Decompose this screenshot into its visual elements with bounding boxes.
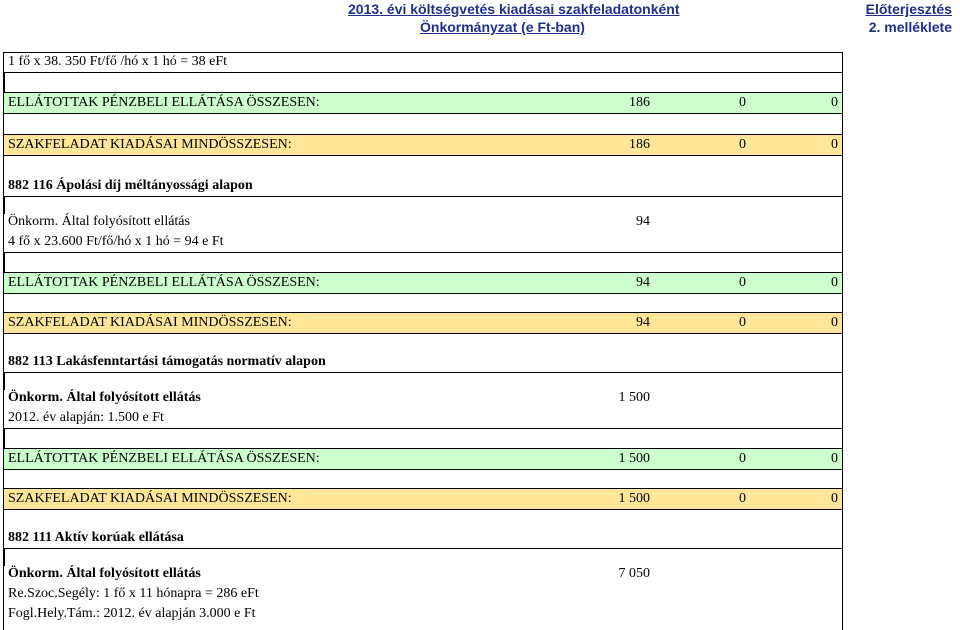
report-title: 2013. évi költségvetés kiadásai szakfeladatonként: [348, 1, 680, 17]
section-title: [4, 352, 842, 372]
value-col2: 0: [739, 315, 746, 330]
section-title-text: 882 111 Aktív korúak ellátása: [8, 530, 184, 545]
value-col2: 0: [739, 491, 746, 506]
row-text: SZAKFELADAT KIADÁSAI MINDÖSSZESEN:: [8, 137, 292, 152]
task-total-row: [4, 312, 842, 334]
note-row: [4, 52, 842, 72]
note-row: [4, 584, 842, 604]
annex-label: 2. melléklete: [868, 19, 952, 35]
row-text: ELLÁTOTTAK PÉNZBELI ELLÁTÁSA ÖSSZESEN:: [8, 275, 320, 290]
report-subtitle: Önkormányzat (e Ft-ban): [420, 19, 585, 35]
allocation-row: [4, 564, 842, 584]
row-text: Önkorm. Által folyósított ellátás: [8, 566, 201, 581]
row-text: ELLÁTOTTAK PÉNZBELI ELLÁTÁSA ÖSSZESEN:: [8, 95, 320, 110]
grid-line: [4, 252, 842, 253]
grid-line: [4, 372, 842, 373]
task-total-row: [4, 134, 842, 156]
note-row: [4, 232, 842, 252]
value-col3: 0: [831, 451, 838, 466]
value-col1: 94: [636, 214, 650, 229]
value-col1: 1 500: [618, 451, 650, 466]
value-col2: 0: [739, 451, 746, 466]
row-text: 4 fő x 23.600 Ft/fő/hó x 1 hó = 94 e Ft: [8, 234, 224, 249]
note-row: [4, 604, 842, 624]
grid-line: [4, 428, 842, 429]
row-text: Fogl.Hely.Tám.: 2012. év alapján 3.000 e Ft: [8, 606, 256, 621]
value-col3: 0: [831, 491, 838, 506]
grid-tick: [4, 72, 5, 92]
value-col1: 7 050: [618, 566, 650, 581]
section-title-text: 882 113 Lakásfenntartási támogatás normatív alapon: [8, 354, 326, 369]
row-text: Re.Szoc.Segély: 1 fő x 11 hónapra = 286 eFt: [8, 586, 259, 601]
section-title: [4, 528, 842, 548]
grid-tick: [4, 252, 5, 272]
proposal-label: Előterjesztés: [865, 1, 952, 17]
value-col1: 186: [629, 95, 650, 110]
row-text: 1 fő x 38. 350 Ft/fő /hó x 1 hó = 38 eFt: [8, 54, 228, 69]
grid-line: [4, 196, 842, 197]
section-title: [4, 176, 842, 196]
value-col1: 186: [629, 137, 650, 152]
row-text: Önkorm. Által folyósított ellátás: [8, 214, 190, 229]
row-text: SZAKFELADAT KIADÁSAI MINDÖSSZESEN:: [8, 491, 292, 506]
row-text: SZAKFELADAT KIADÁSAI MINDÖSSZESEN:: [8, 315, 292, 330]
task-total-row: [4, 488, 842, 510]
value-col3: 0: [831, 95, 838, 110]
grid-line: [4, 548, 842, 549]
row-text: ELLÁTOTTAK PÉNZBELI ELLÁTÁSA ÖSSZESEN:: [8, 451, 320, 466]
benefits-total-row: [4, 92, 842, 114]
value-col2: 0: [739, 95, 746, 110]
row-text: Önkorm. Által folyósított ellátás: [8, 390, 201, 405]
allocation-row: [4, 212, 842, 232]
value-col1: 1 500: [618, 390, 650, 405]
budget-sheet: [3, 52, 843, 630]
value-col2: 0: [739, 275, 746, 290]
section-title-text: 882 116 Ápolási díj méltányossági alapon: [8, 178, 253, 193]
note-row: [4, 408, 842, 428]
value-col3: 0: [831, 275, 838, 290]
value-col2: 0: [739, 137, 746, 152]
row-text: 2012. év alapján: 1.500 e Ft: [8, 410, 164, 425]
value-col3: 0: [831, 315, 838, 330]
benefits-total-row: [4, 448, 842, 470]
benefits-total-row: [4, 272, 842, 294]
grid-tick: [4, 428, 5, 448]
allocation-row: [4, 388, 842, 408]
value-col1: 94: [636, 315, 650, 330]
value-col1: 94: [636, 275, 650, 290]
value-col3: 0: [831, 137, 838, 152]
grid-line: [4, 72, 842, 73]
value-col1: 1 500: [618, 491, 650, 506]
